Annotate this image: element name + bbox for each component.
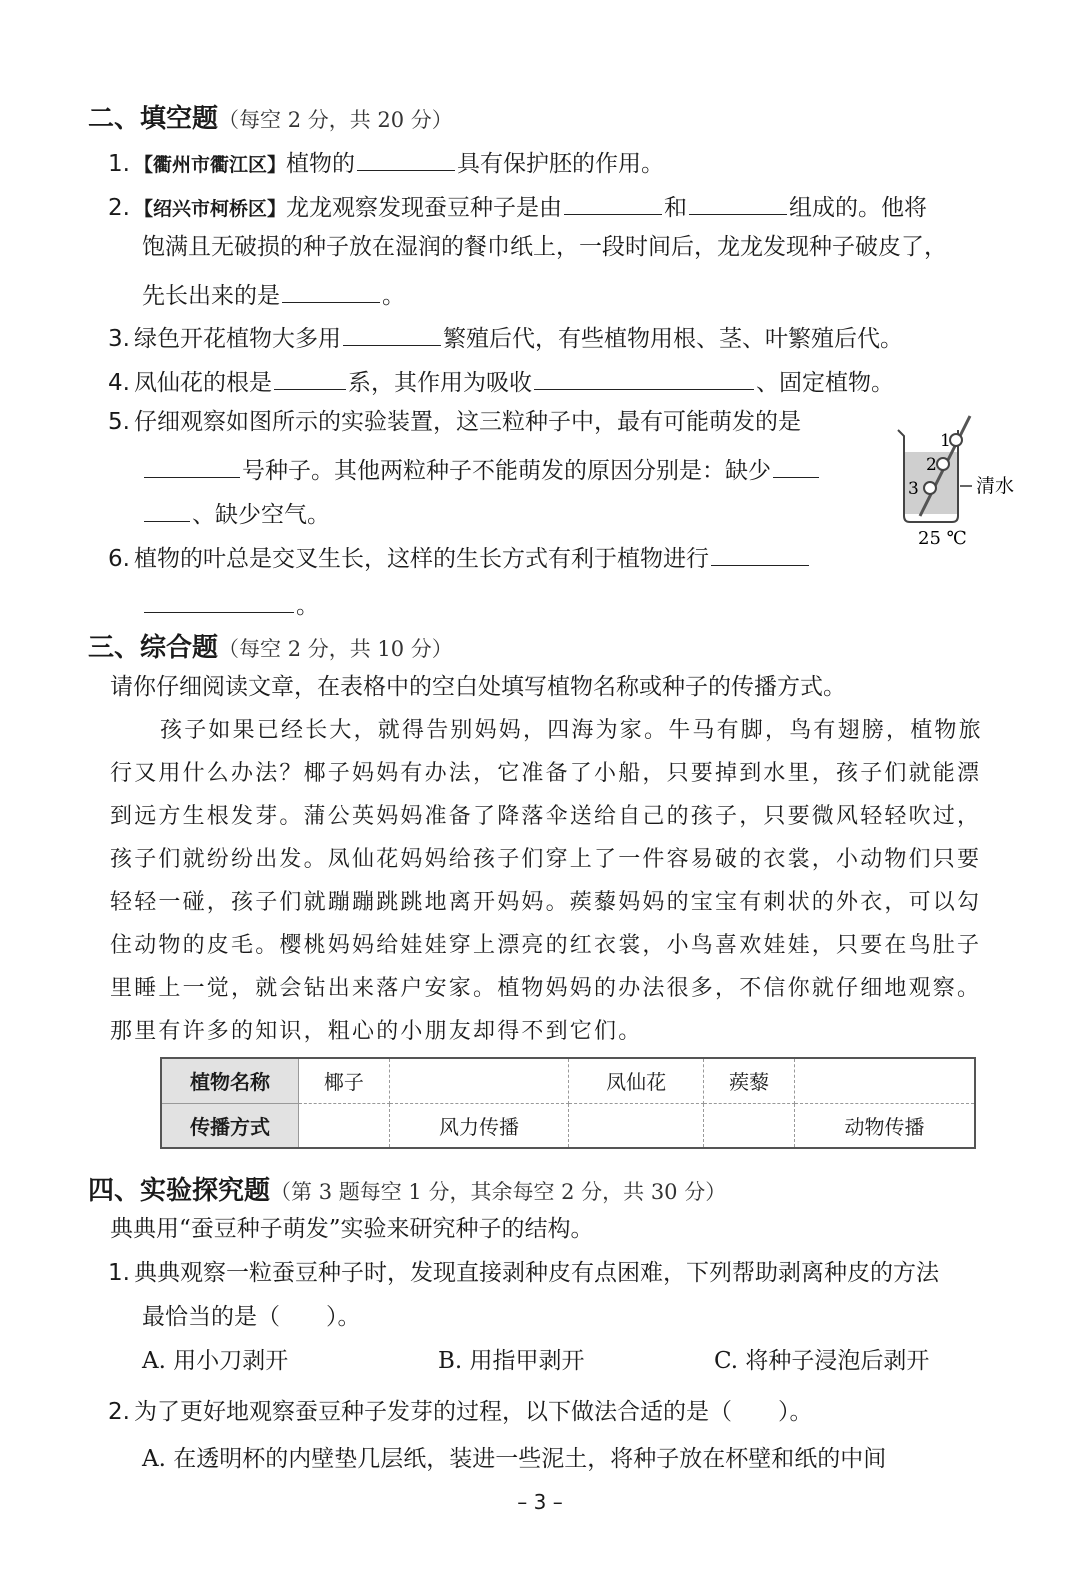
temperature-label: 25 ℃ — [918, 528, 967, 549]
section-2-title: 二、填空题（每空 2 分，共 20 分） — [88, 104, 453, 134]
passage-line: 里睡上一觉，就会钻出来落户安家。植物妈妈的办法很多，不信你就仔细地观察。 — [110, 976, 982, 1001]
table-cell: 凤仙花 — [569, 1058, 704, 1103]
passage-line: 到远方生根发芽。蒲公英妈妈准备了降落伞送给自己的孩子，只要微风轻轻吹过， — [110, 804, 982, 829]
page-number: – 3 – — [517, 1490, 563, 1514]
answer-blank[interactable] — [274, 367, 346, 390]
water-label: 清水 — [976, 475, 1015, 497]
question-2-1: 1. 【衢州市衢江区】植物的 具有保护胚的作用。 — [108, 148, 664, 176]
passage-line: 住动物的皮毛。樱桃妈妈给娃娃穿上漂亮的红衣裳，小鸟喜欢娃娃，只要在鸟肚子 — [110, 933, 982, 958]
option-c[interactable]: C. 将种子浸泡后剥开 — [714, 1348, 930, 1374]
table-cell: 蒺藜 — [704, 1058, 795, 1103]
question-4-2: 2. 为了更好地观察蚕豆种子发芽的过程，以下做法合适的是（ ）。 — [108, 1399, 813, 1425]
table-cell: 动物传播 — [795, 1103, 976, 1148]
table-cell-blank[interactable] — [569, 1103, 704, 1148]
answer-blank[interactable] — [144, 590, 294, 613]
section-4-title: 四、实验探究题（第 3 题每空 1 分，其余每空 2 分，共 30 分） — [88, 1176, 727, 1206]
table-cell-blank[interactable] — [299, 1103, 390, 1148]
seed-dispersal-table — [160, 1057, 976, 1149]
table-cell-blank[interactable] — [795, 1058, 976, 1103]
passage-line: 孩子如果已经长大，就得告别妈妈，四海为家。牛马有脚，鸟有翅膀，植物旅 — [160, 718, 983, 743]
question-2-6: 6. 植物的叶总是交叉生长，这样的生长方式有利于植物进行 — [108, 543, 811, 571]
table-cell-blank[interactable] — [704, 1103, 795, 1148]
table-cell: 椰子 — [299, 1058, 390, 1103]
passage-line: 孩子们就纷纷出发。凤仙花妈妈给孩子们穿上了一件容易破的衣裳，小动物们只要 — [110, 847, 982, 872]
answer-blank[interactable] — [144, 499, 190, 522]
option-b[interactable]: B. 用指甲剥开 — [438, 1348, 585, 1374]
passage-line: 轻轻一碰，孩子们就蹦蹦跳跳地离开妈妈。蒺藜妈妈的宝宝有刺状的外衣，可以勾 — [110, 890, 982, 915]
question-4-1-line2: 最恰当的是（ ）。 — [142, 1304, 361, 1330]
option-a[interactable]: A. 在透明杯的内壁垫几层纸，装进一些泥土，将种子放在杯壁和纸的中间 — [142, 1446, 887, 1472]
seed-2 — [937, 458, 949, 470]
answer-blank[interactable] — [534, 367, 754, 390]
section-3-instruction: 请你仔细阅读文章，在表格中的空白处填写植物名称或种子的传播方式。 — [110, 674, 846, 700]
answer-blank[interactable] — [711, 543, 809, 566]
question-2-3: 3. 绿色开花植物大多用 繁殖后代，有些植物用根、茎、叶繁殖后代。 — [108, 323, 903, 351]
seed-3-label: 3 — [908, 479, 919, 499]
table-cell-blank[interactable] — [389, 1058, 568, 1103]
question-2-5-line2: 号种子。其他两粒种子不能萌发的原因分别是：缺少 — [142, 455, 821, 483]
section-4-intro: 典典用“蚕豆种子萌发”实验来研究种子的结构。 — [110, 1216, 594, 1242]
seed-1-label: 1 — [940, 431, 951, 451]
question-2-5: 5. 仔细观察如图所示的实验装置，这三粒种子中，最有可能萌发的是 — [108, 409, 801, 435]
passage-line: 行又用什么办法？椰子妈妈有办法，它准备了小船，只要掉到水里，孩子们就能漂 — [110, 761, 982, 786]
answer-blank[interactable] — [689, 192, 787, 215]
beaker-diagram — [890, 412, 1040, 552]
section-3-title: 三、综合题（每空 2 分，共 10 分） — [88, 633, 453, 663]
passage-line: 那里有许多的知识，粗心的小朋友却得不到它们。 — [110, 1019, 643, 1044]
seed-2-label: 2 — [926, 455, 937, 475]
table-header: 传播方式 — [161, 1103, 299, 1148]
question-2-2-line2: 饱满且无破损的种子放在湿润的餐巾纸上，一段时间后，龙龙发现种子破皮了， — [142, 234, 947, 260]
answer-blank[interactable] — [564, 192, 662, 215]
table-row — [161, 1058, 975, 1103]
table-cell: 风力传播 — [389, 1103, 568, 1148]
answer-blank[interactable] — [282, 280, 380, 303]
answer-blank[interactable] — [343, 323, 441, 346]
seed-3 — [924, 482, 936, 494]
question-2-4: 4. 凤仙花的根是 系，其作用为吸收 、固定植物。 — [108, 367, 894, 395]
question-2-2: 2. 【绍兴市柯桥区】龙龙观察发现蚕豆种子是由 和 组成的。他将 — [108, 192, 927, 220]
answer-blank[interactable] — [357, 148, 455, 171]
table-header: 植物名称 — [161, 1058, 299, 1103]
answer-blank[interactable] — [773, 455, 819, 478]
question-2-6-line2: 。 — [142, 590, 319, 618]
answer-blank[interactable] — [144, 455, 240, 478]
seed-1 — [950, 434, 962, 446]
question-2-2-line3: 先长出来的是 。 — [142, 280, 405, 308]
experiment-figure — [890, 412, 1040, 552]
table-row — [161, 1103, 975, 1148]
question-2-5-line3: 、缺少空气。 — [142, 499, 330, 527]
option-a[interactable]: A. 用小刀剥开 — [142, 1348, 289, 1374]
question-4-1: 1. 典典观察一粒蚕豆种子时，发现直接剥种皮有点困难，下列帮助剥离种皮的方法 — [108, 1260, 939, 1286]
